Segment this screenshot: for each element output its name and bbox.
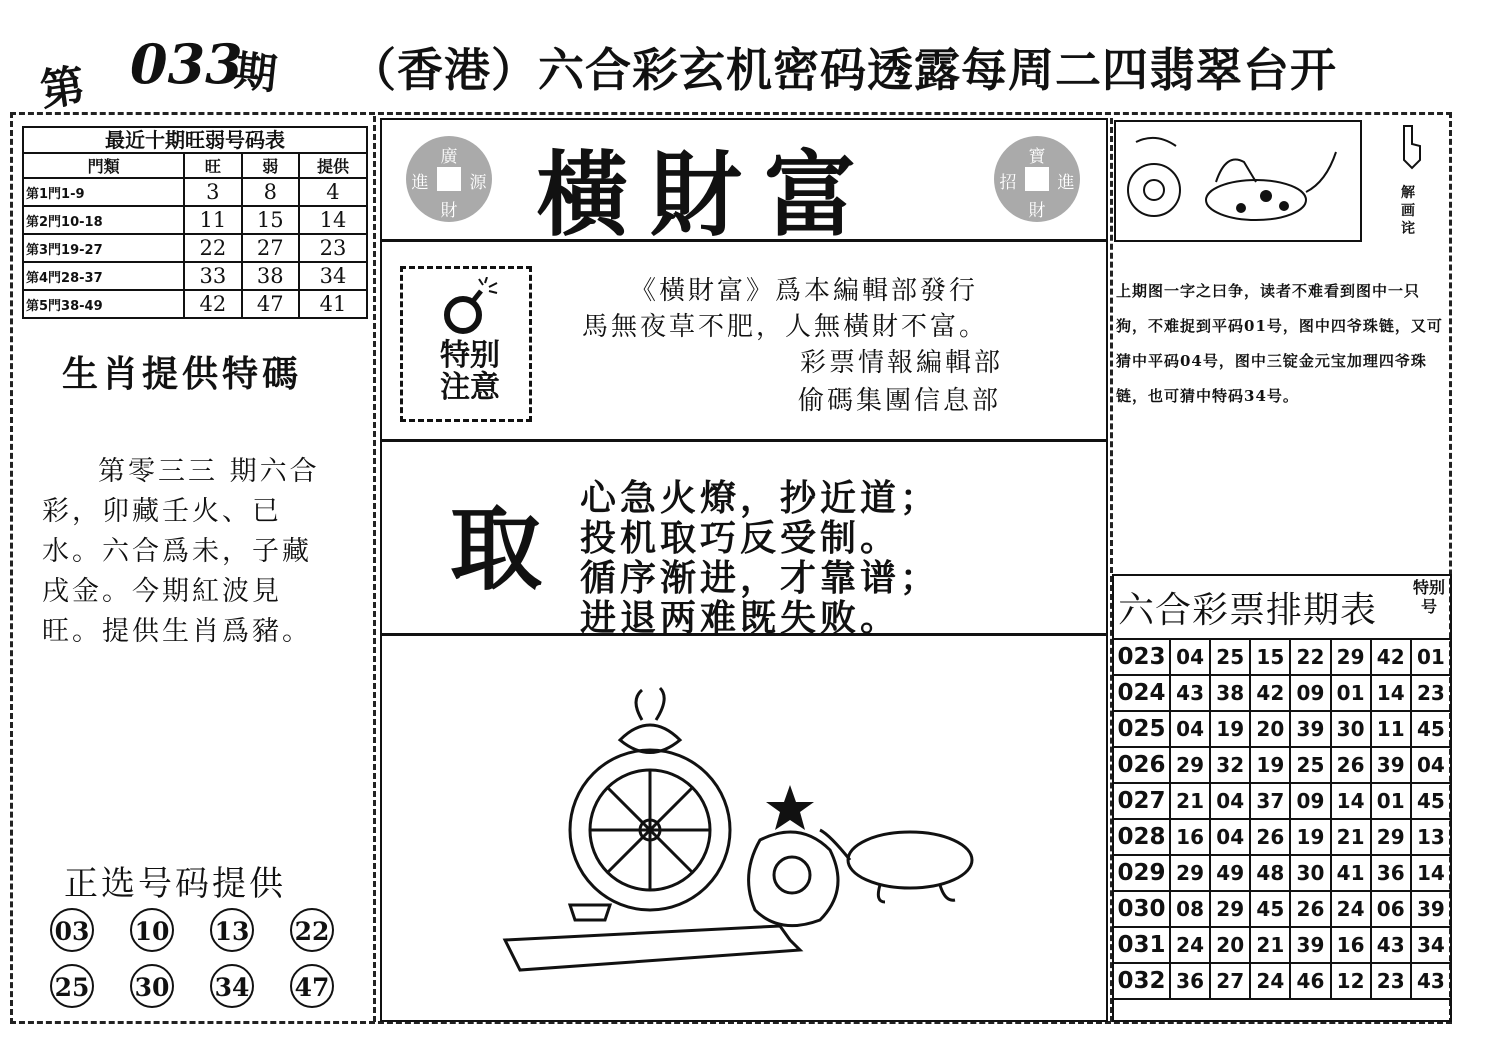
schedule-number: 43: [1170, 675, 1210, 711]
stats-weak: 47: [242, 290, 299, 318]
schedule-number: 20: [1250, 711, 1290, 747]
stats-strong: 42: [184, 290, 241, 318]
table-row: [23, 178, 367, 206]
schedule-number: 42: [1371, 639, 1411, 675]
schedule-number: 48: [1250, 855, 1290, 891]
schedule-number: 36: [1170, 963, 1210, 999]
notice-label-line: 注意: [440, 370, 500, 405]
schedule-number: 12: [1331, 963, 1371, 999]
issue-prefix: 第: [37, 60, 88, 117]
schedule-number: 49: [1210, 855, 1250, 891]
schedule-special: 45: [1411, 711, 1451, 747]
schedule-number: 04: [1210, 819, 1250, 855]
notice-label: [420, 340, 520, 404]
schedule-issue: 030: [1113, 891, 1170, 927]
stats-provide: 4: [299, 178, 367, 206]
schedule-number: 29: [1170, 747, 1210, 783]
schedule-special: 45: [1411, 783, 1451, 819]
notice-line: 《橫財富》爲本編輯部發行: [630, 276, 979, 306]
coin-icon: [994, 136, 1080, 222]
stats-header: 弱: [242, 153, 299, 178]
stats-header: 提供: [299, 153, 367, 178]
schedule-number: 21: [1331, 819, 1371, 855]
coin-icon: [406, 136, 492, 222]
schedule-number: 19: [1290, 819, 1330, 855]
schedule-number: 23: [1371, 963, 1411, 999]
coin-char: 財: [1028, 201, 1046, 221]
notice-line: 彩票情報編輯部: [800, 348, 1004, 378]
pick-number: 30: [130, 964, 174, 1008]
page-title: （香港）六合彩玄机密码透露每周二四翡翠台开: [350, 43, 1337, 97]
schedule-number: 46: [1290, 963, 1330, 999]
schedule-number: 38: [1210, 675, 1250, 711]
table-row: [1113, 855, 1451, 891]
schedule-number: 30: [1331, 711, 1371, 747]
coin-char: 廣: [440, 147, 458, 167]
pick-number: 47: [290, 964, 334, 1008]
schedule-title: 六合彩票排期表: [1118, 590, 1378, 631]
schedule-number: 30: [1290, 855, 1330, 891]
stats-weak: 15: [242, 206, 299, 234]
schedule-special: 34: [1411, 927, 1451, 963]
coin-char: 財: [440, 201, 458, 221]
table-row: [1113, 747, 1451, 783]
stats-strong: 11: [184, 206, 241, 234]
wheel-turtle-illustration: [380, 640, 1108, 1020]
schedule-special: 04: [1411, 747, 1451, 783]
schedule-issue: 028: [1113, 819, 1170, 855]
coin-char: 源: [469, 173, 487, 193]
schedule-number: 01: [1331, 675, 1371, 711]
stats-provide: 14: [299, 206, 367, 234]
schedule-number: 08: [1170, 891, 1210, 927]
schedule-number: 42: [1250, 675, 1290, 711]
stats-weak: 8: [242, 178, 299, 206]
puzzle-image: [1114, 120, 1362, 242]
dog-wheel-image: [1116, 122, 1360, 240]
poem-line: 进退两难既失败。: [580, 598, 901, 639]
issue-number: 033: [130, 32, 243, 96]
poem-line: 心急火燎，抄近道；: [580, 478, 941, 519]
schedule-number: 26: [1250, 819, 1290, 855]
schedule-number: 09: [1290, 675, 1330, 711]
schedule-special: 13: [1411, 819, 1451, 855]
schedule-number: 19: [1250, 747, 1290, 783]
schedule-number: 24: [1331, 891, 1371, 927]
schedule-number: 39: [1290, 927, 1330, 963]
schedule-number: 04: [1170, 711, 1210, 747]
schedule-number: 26: [1290, 891, 1330, 927]
zodiac-line: 第零三三 期六合: [98, 456, 320, 487]
pointing-hand-icon: [1398, 124, 1424, 170]
notice-line: 馬無夜草不肥，人無橫財不富。: [582, 312, 989, 342]
schedule-number: 25: [1290, 747, 1330, 783]
schedule-number: 29: [1170, 855, 1210, 891]
pick-number: 25: [50, 964, 94, 1008]
schedule-issue: 023: [1113, 639, 1170, 675]
schedule-number: 29: [1371, 819, 1411, 855]
table-row: [1113, 783, 1451, 819]
pick-number: 13: [210, 908, 254, 952]
schedule-special: 23: [1411, 675, 1451, 711]
pick-number: 22: [290, 908, 334, 952]
schedule-number: 16: [1331, 927, 1371, 963]
page-header: [37, 22, 1480, 117]
zodiac-line: 戌金。今期紅波見: [42, 576, 282, 607]
stats-strong: 3: [184, 178, 241, 206]
table-row: [23, 234, 367, 262]
schedule-issue: 031: [1113, 927, 1170, 963]
stats-label: 第4門28-37: [23, 262, 184, 290]
table-row: [1113, 711, 1451, 747]
stats-header: 門類: [23, 153, 184, 178]
coin-char: 寶: [1028, 147, 1046, 167]
poem-line: 投机取巧反受制。: [580, 518, 901, 559]
picks-grid: [40, 902, 350, 1012]
zodiac-text: [42, 452, 342, 652]
zodiac-title: 生肖提供特碼: [62, 354, 303, 395]
coin-char: 招: [999, 173, 1017, 193]
schedule-number: 25: [1210, 639, 1250, 675]
schedule-number: 04: [1210, 783, 1250, 819]
stats-provide: 41: [299, 290, 367, 318]
schedule-number: 39: [1290, 711, 1330, 747]
picks-title: 正选号码提供: [64, 864, 286, 904]
table-row: [23, 290, 367, 318]
zodiac-line: 彩，卯藏壬火、已: [42, 496, 282, 527]
stats-header: 旺: [184, 153, 241, 178]
notice-label-line: 特别: [440, 338, 500, 373]
stats-label: 第5門38-49: [23, 290, 184, 318]
schedule-number: 21: [1250, 927, 1290, 963]
schedule-issue: 026: [1113, 747, 1170, 783]
notice-line: 偷碼集團信息部: [798, 386, 1002, 416]
schedule-number: 41: [1331, 855, 1371, 891]
table-row: [1113, 675, 1451, 711]
hint-label: 解画诧: [1401, 185, 1415, 237]
coin-char: 進: [411, 173, 429, 193]
schedule-number: 29: [1331, 639, 1371, 675]
schedule-number: 16: [1170, 819, 1210, 855]
schedule-number: 39: [1371, 747, 1411, 783]
schedule-issue: 024: [1113, 675, 1170, 711]
schedule-number: 43: [1371, 927, 1411, 963]
table-row: [1113, 819, 1451, 855]
issue-suffix: 期: [232, 45, 280, 100]
schedule-number: 09: [1290, 783, 1330, 819]
schedule-number: 45: [1250, 891, 1290, 927]
schedule-special: 14: [1411, 855, 1451, 891]
schedule-number: 20: [1210, 927, 1250, 963]
bomb-icon: [439, 277, 499, 337]
table-row: [1113, 891, 1451, 927]
stats-provide: 34: [299, 262, 367, 290]
poem-big-char: 取: [450, 496, 543, 603]
schedule-number: 32: [1210, 747, 1250, 783]
schedule-issue: 027: [1113, 783, 1170, 819]
table-row: [23, 262, 367, 290]
schedule-issue: 032: [1113, 963, 1170, 999]
schedule-special: 39: [1411, 891, 1451, 927]
table-row: [1113, 963, 1451, 999]
stats-table: [22, 126, 368, 316]
stats-label: 第3門19-27: [23, 234, 184, 262]
stats-weak: 38: [242, 262, 299, 290]
brand-title: 橫財富: [536, 141, 879, 249]
schedule-number: 37: [1250, 783, 1290, 819]
schedule-special-label: 特别号: [1412, 578, 1445, 616]
schedule-number: 19: [1210, 711, 1250, 747]
table-row: [1113, 927, 1451, 963]
schedule-number: 11: [1371, 711, 1411, 747]
table-row: [1113, 639, 1451, 675]
schedule-number: 01: [1371, 783, 1411, 819]
stats-label: 第1門1-9: [23, 178, 184, 206]
stats-weak: 27: [242, 234, 299, 262]
poem-line: 循序渐进，才靠谱；: [580, 558, 941, 599]
schedule-number: 24: [1250, 963, 1290, 999]
schedule-number: 27: [1210, 963, 1250, 999]
schedule-number: 06: [1371, 891, 1411, 927]
stats-provide: 23: [299, 234, 367, 262]
stats-caption: 最近十期旺弱号码表: [22, 126, 368, 152]
schedule-number: 24: [1170, 927, 1210, 963]
schedule-special: 43: [1411, 963, 1451, 999]
table-row: [23, 206, 367, 234]
schedule-number: 04: [1170, 639, 1210, 675]
stats-label: 第2門10-18: [23, 206, 184, 234]
schedule-special: 01: [1411, 639, 1451, 675]
pick-number: 34: [210, 964, 254, 1008]
schedule-number: 14: [1371, 675, 1411, 711]
stats-strong: 22: [184, 234, 241, 262]
schedule-issue: 025: [1113, 711, 1170, 747]
pick-number: 10: [130, 908, 174, 952]
stats-strong: 33: [184, 262, 241, 290]
schedule-number: 36: [1371, 855, 1411, 891]
schedule-number: 21: [1170, 783, 1210, 819]
schedule-number: 22: [1290, 639, 1330, 675]
schedule-number: 29: [1210, 891, 1250, 927]
schedule-issue: 029: [1113, 855, 1170, 891]
coin-char: 進: [1057, 173, 1075, 193]
schedule-number: 14: [1331, 783, 1371, 819]
zodiac-line: 旺。提供生肖爲豬。: [42, 616, 312, 647]
schedule-number: 26: [1331, 747, 1371, 783]
zodiac-line: 水。六合爲未，子藏: [42, 536, 312, 567]
pick-number: 03: [50, 908, 94, 952]
puzzle-text: 上期图一字之曰争，读者不难看到图中一只狗，不难捉到平码01号，图中四爷珠链，又可猜中平码04号，图中三锭金元宝加理四爷珠链，也可猜中特码34号。: [1116, 282, 1443, 405]
schedule-number: 15: [1250, 639, 1290, 675]
